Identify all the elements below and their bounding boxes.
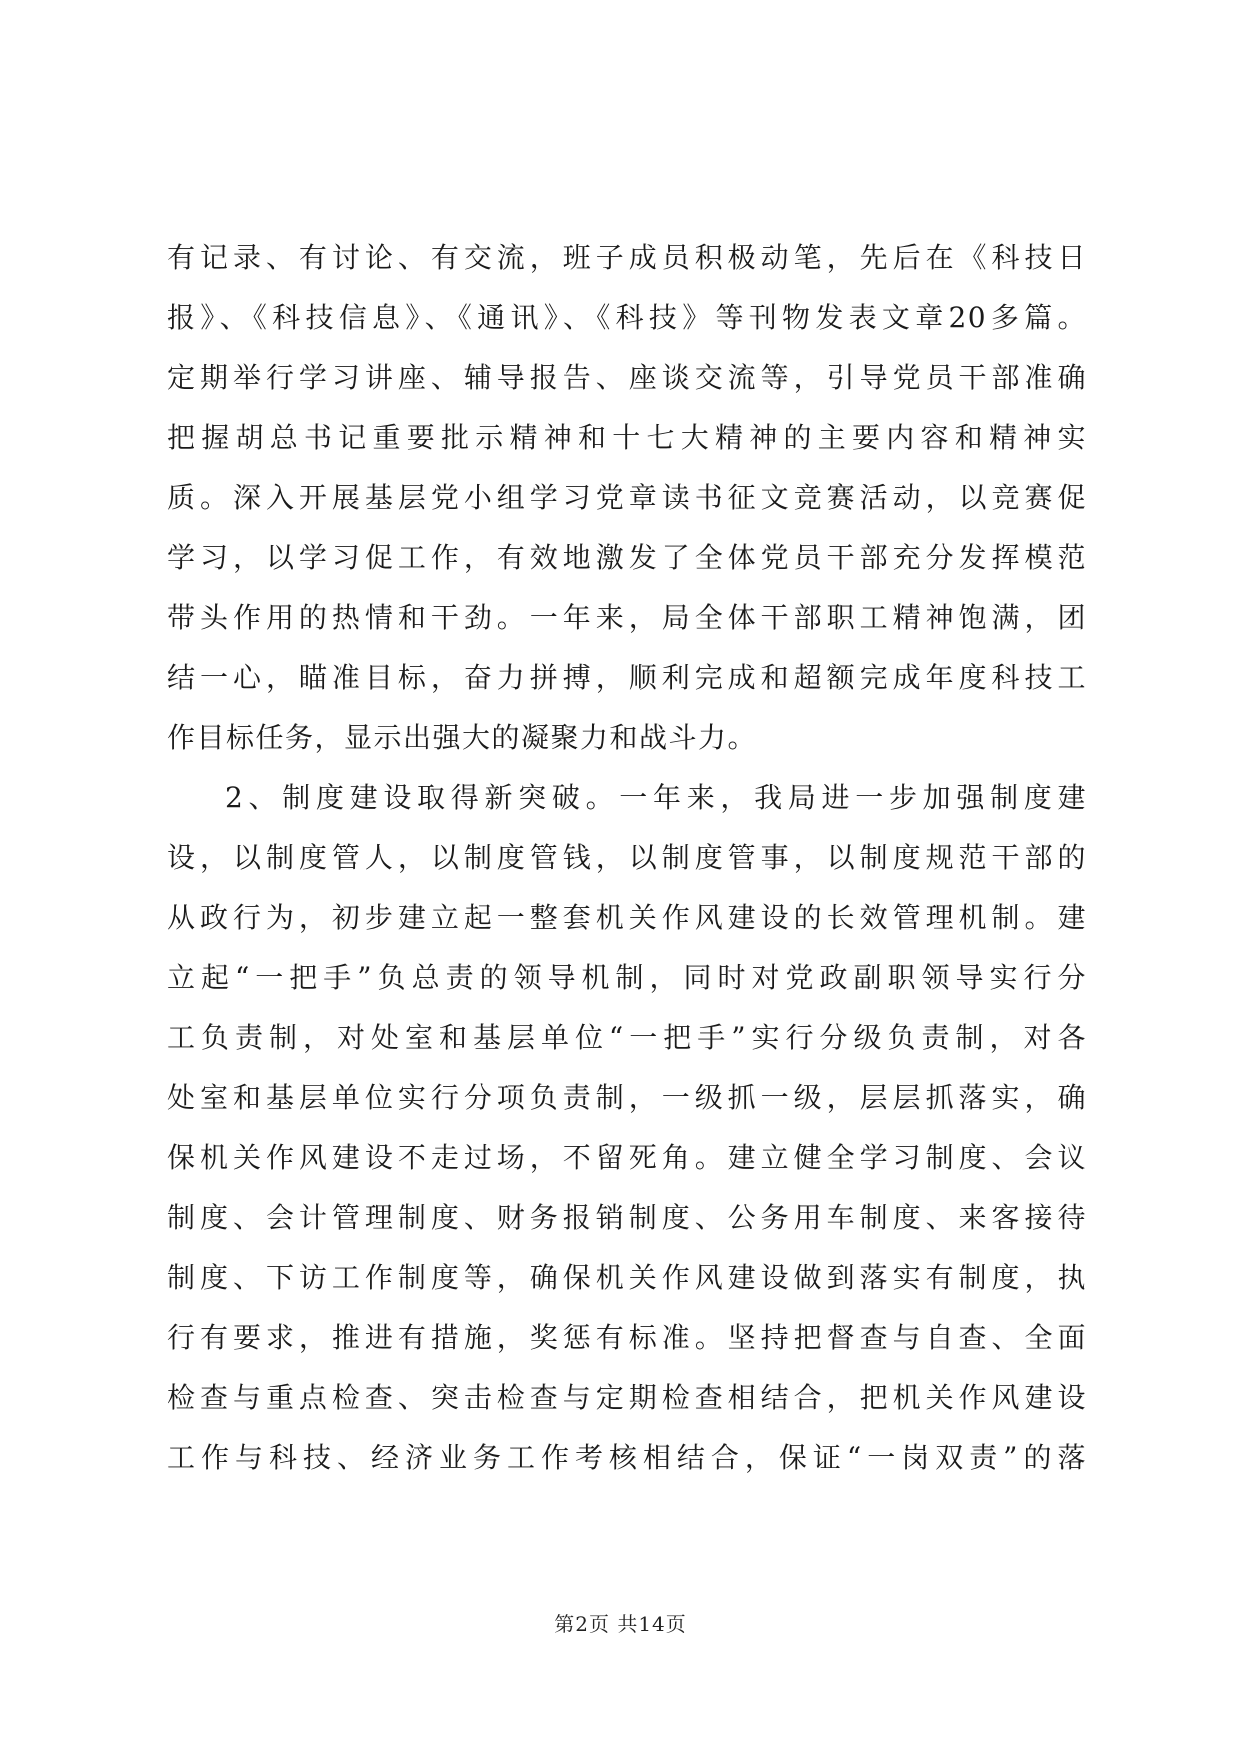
text-line: 保机关作风建设不走过场，不留死角。建立健全学习制度、会议 <box>167 1141 1087 1174</box>
text-line: 检查与重点检查、突击检查与定期检查相结合，把机关作风建设 <box>167 1381 1087 1414</box>
text-line: 把握胡总书记重要批示精神和十七大精神的主要内容和精神实 <box>167 421 1087 454</box>
paragraph-start-line: 2、制度建设取得新突破。一年来，我局进一步加强制度建 <box>225 781 1087 814</box>
text-line: 工负责制，对处室和基层单位“一把手”实行分级负责制，对各 <box>167 1021 1087 1054</box>
text-line: 行有要求，推进有措施，奖惩有标准。坚持把督查与自查、全面 <box>167 1321 1087 1354</box>
text-line: 工作与科技、经济业务工作考核相结合，保证“一岗双责”的落 <box>167 1441 1087 1474</box>
text-line: 设，以制度管人，以制度管钱，以制度管事，以制度规范干部的 <box>167 841 1087 874</box>
text-line: 带头作用的热情和干劲。一年来，局全体干部职工精神饱满，团 <box>167 601 1087 634</box>
body-text <box>167 228 1087 1488</box>
text-line: 处室和基层单位实行分项负责制，一级抓一级，层层抓落实，确 <box>167 1081 1087 1114</box>
text-line: 从政行为，初步建立起一整套机关作风建设的长效管理机制。建 <box>167 901 1087 934</box>
text-line: 结一心，瞄准目标，奋力拼搏，顺利完成和超额完成年度科技工 <box>167 661 1087 694</box>
text-line: 定期举行学习讲座、辅导报告、座谈交流等，引导党员干部准确 <box>167 361 1087 394</box>
text-line: 制度、下访工作制度等，确保机关作风建设做到落实有制度，执 <box>167 1261 1087 1294</box>
text-line: 质。深入开展基层党小组学习党章读书征文竞赛活动，以竞赛促 <box>167 481 1087 514</box>
text-line: 有记录、有讨论、有交流，班子成员积极动笔，先后在《科技日 <box>167 241 1087 274</box>
page-number-footer: 第2页 共14页 <box>554 1612 687 1636</box>
text-line: 报》、《科技信息》、《通讯》、《科技》等刊物发表文章20多篇。 <box>167 301 1087 334</box>
text-line: 学习，以学习促工作，有效地激发了全体党员干部充分发挥模范 <box>167 541 1087 574</box>
paragraph-end-line: 作目标任务，显示出强大的凝聚力和战斗力。 <box>167 721 758 754</box>
text-line: 立起“一把手”负总责的领导机制，同时对党政副职领导实行分 <box>167 961 1087 994</box>
text-line: 制度、会计管理制度、财务报销制度、公务用车制度、来客接待 <box>167 1201 1087 1234</box>
